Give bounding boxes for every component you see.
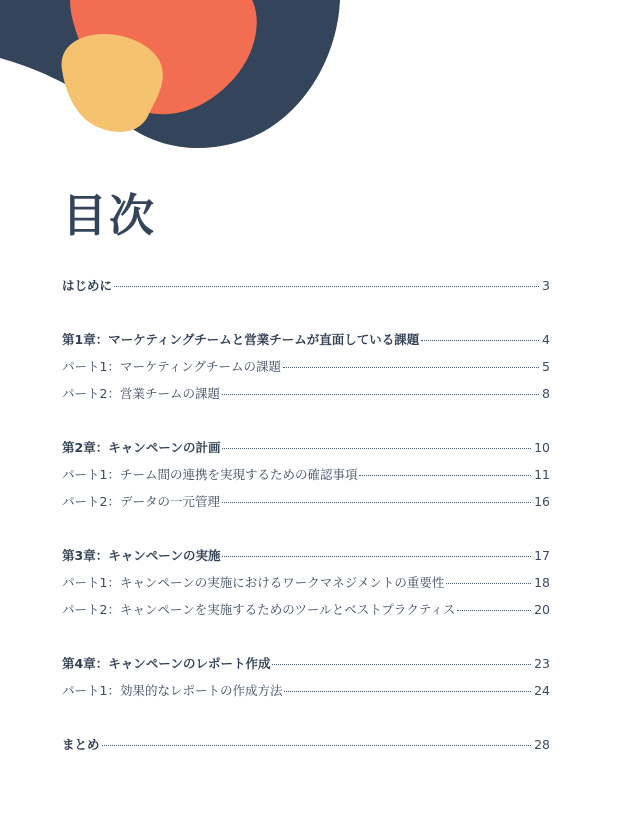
- toc-page-number: 28: [534, 737, 550, 752]
- toc-entry-title: パート2：営業チームの課題: [62, 386, 220, 401]
- toc-entry-chapter-4-part-1[interactable]: [62, 681, 550, 708]
- toc-page-number: 18: [534, 575, 550, 590]
- dot-leader: [222, 393, 539, 395]
- decorative-blob-graphic: [0, 0, 625, 160]
- toc-page-number: 10: [534, 440, 550, 455]
- toc-page-number: 4: [542, 332, 550, 347]
- toc-entry-title: パート1：チーム間の連携を実現するための確認事項: [62, 467, 358, 482]
- toc-entry-chapter-2[interactable]: [62, 438, 550, 465]
- toc-entry-title: パート1：キャンペーンの実施におけるワークマネジメントの重要性: [62, 575, 445, 590]
- toc-entry-title: まとめ: [62, 737, 100, 752]
- dot-leader: [421, 339, 539, 341]
- toc-page-number: 23: [534, 656, 550, 671]
- toc-page-number: 24: [534, 683, 550, 698]
- toc-page-number: 16: [534, 494, 550, 509]
- toc-entry-chapter-1[interactable]: [62, 330, 550, 357]
- page-title: 目次: [62, 189, 157, 242]
- toc-entry-chapter-3-part-2[interactable]: [62, 600, 550, 627]
- toc-entry-chapter-3[interactable]: [62, 546, 550, 573]
- toc-entry-title: はじめに: [62, 278, 113, 293]
- table-of-contents: [62, 276, 550, 762]
- dot-leader: [446, 582, 531, 584]
- dot-leader: [359, 474, 531, 476]
- toc-page-number: 20: [534, 602, 550, 617]
- toc-entry-title: 第1章：マーケティングチームと営業チームが直面している課題: [62, 332, 420, 347]
- toc-entry-title: パート2：データの一元管理: [62, 494, 220, 509]
- toc-entry-title: 第3章：キャンペーンの実施: [62, 548, 221, 563]
- toc-page-number: 11: [534, 467, 550, 482]
- toc-entry-chapter-4[interactable]: [62, 654, 550, 681]
- toc-entry-title: パート2：キャンペーンを実施するためのツールとベストプラクティス: [62, 602, 456, 617]
- dot-leader: [222, 501, 531, 503]
- dot-leader: [272, 663, 531, 665]
- toc-entry-title: パート1：効果的なレポートの作成方法: [62, 683, 283, 698]
- dot-leader: [457, 609, 531, 611]
- toc-page-number: 3: [542, 278, 550, 293]
- toc-entry-chapter-2-part-1[interactable]: [62, 465, 550, 492]
- toc-page-number: 8: [542, 386, 550, 401]
- toc-entry-chapter-2-part-2[interactable]: [62, 492, 550, 519]
- toc-entry-introduction[interactable]: [62, 276, 550, 303]
- toc-entry-title: 第2章：キャンペーンの計画: [62, 440, 221, 455]
- dot-leader: [284, 690, 531, 692]
- toc-entry-chapter-1-part-1[interactable]: [62, 357, 550, 384]
- dot-leader: [222, 555, 531, 557]
- dot-leader: [222, 447, 531, 449]
- dot-leader: [283, 366, 539, 368]
- dot-leader: [114, 285, 539, 287]
- toc-entry-chapter-1-part-2[interactable]: [62, 384, 550, 411]
- toc-page-number: 5: [542, 359, 550, 374]
- toc-page-number: 17: [534, 548, 550, 563]
- dot-leader: [102, 744, 532, 746]
- toc-entry-summary[interactable]: [62, 735, 550, 762]
- toc-entry-title: 第4章：キャンペーンのレポート作成: [62, 656, 271, 671]
- toc-entry-title: パート1：マーケティングチームの課題: [62, 359, 281, 374]
- toc-entry-chapter-3-part-1[interactable]: [62, 573, 550, 600]
